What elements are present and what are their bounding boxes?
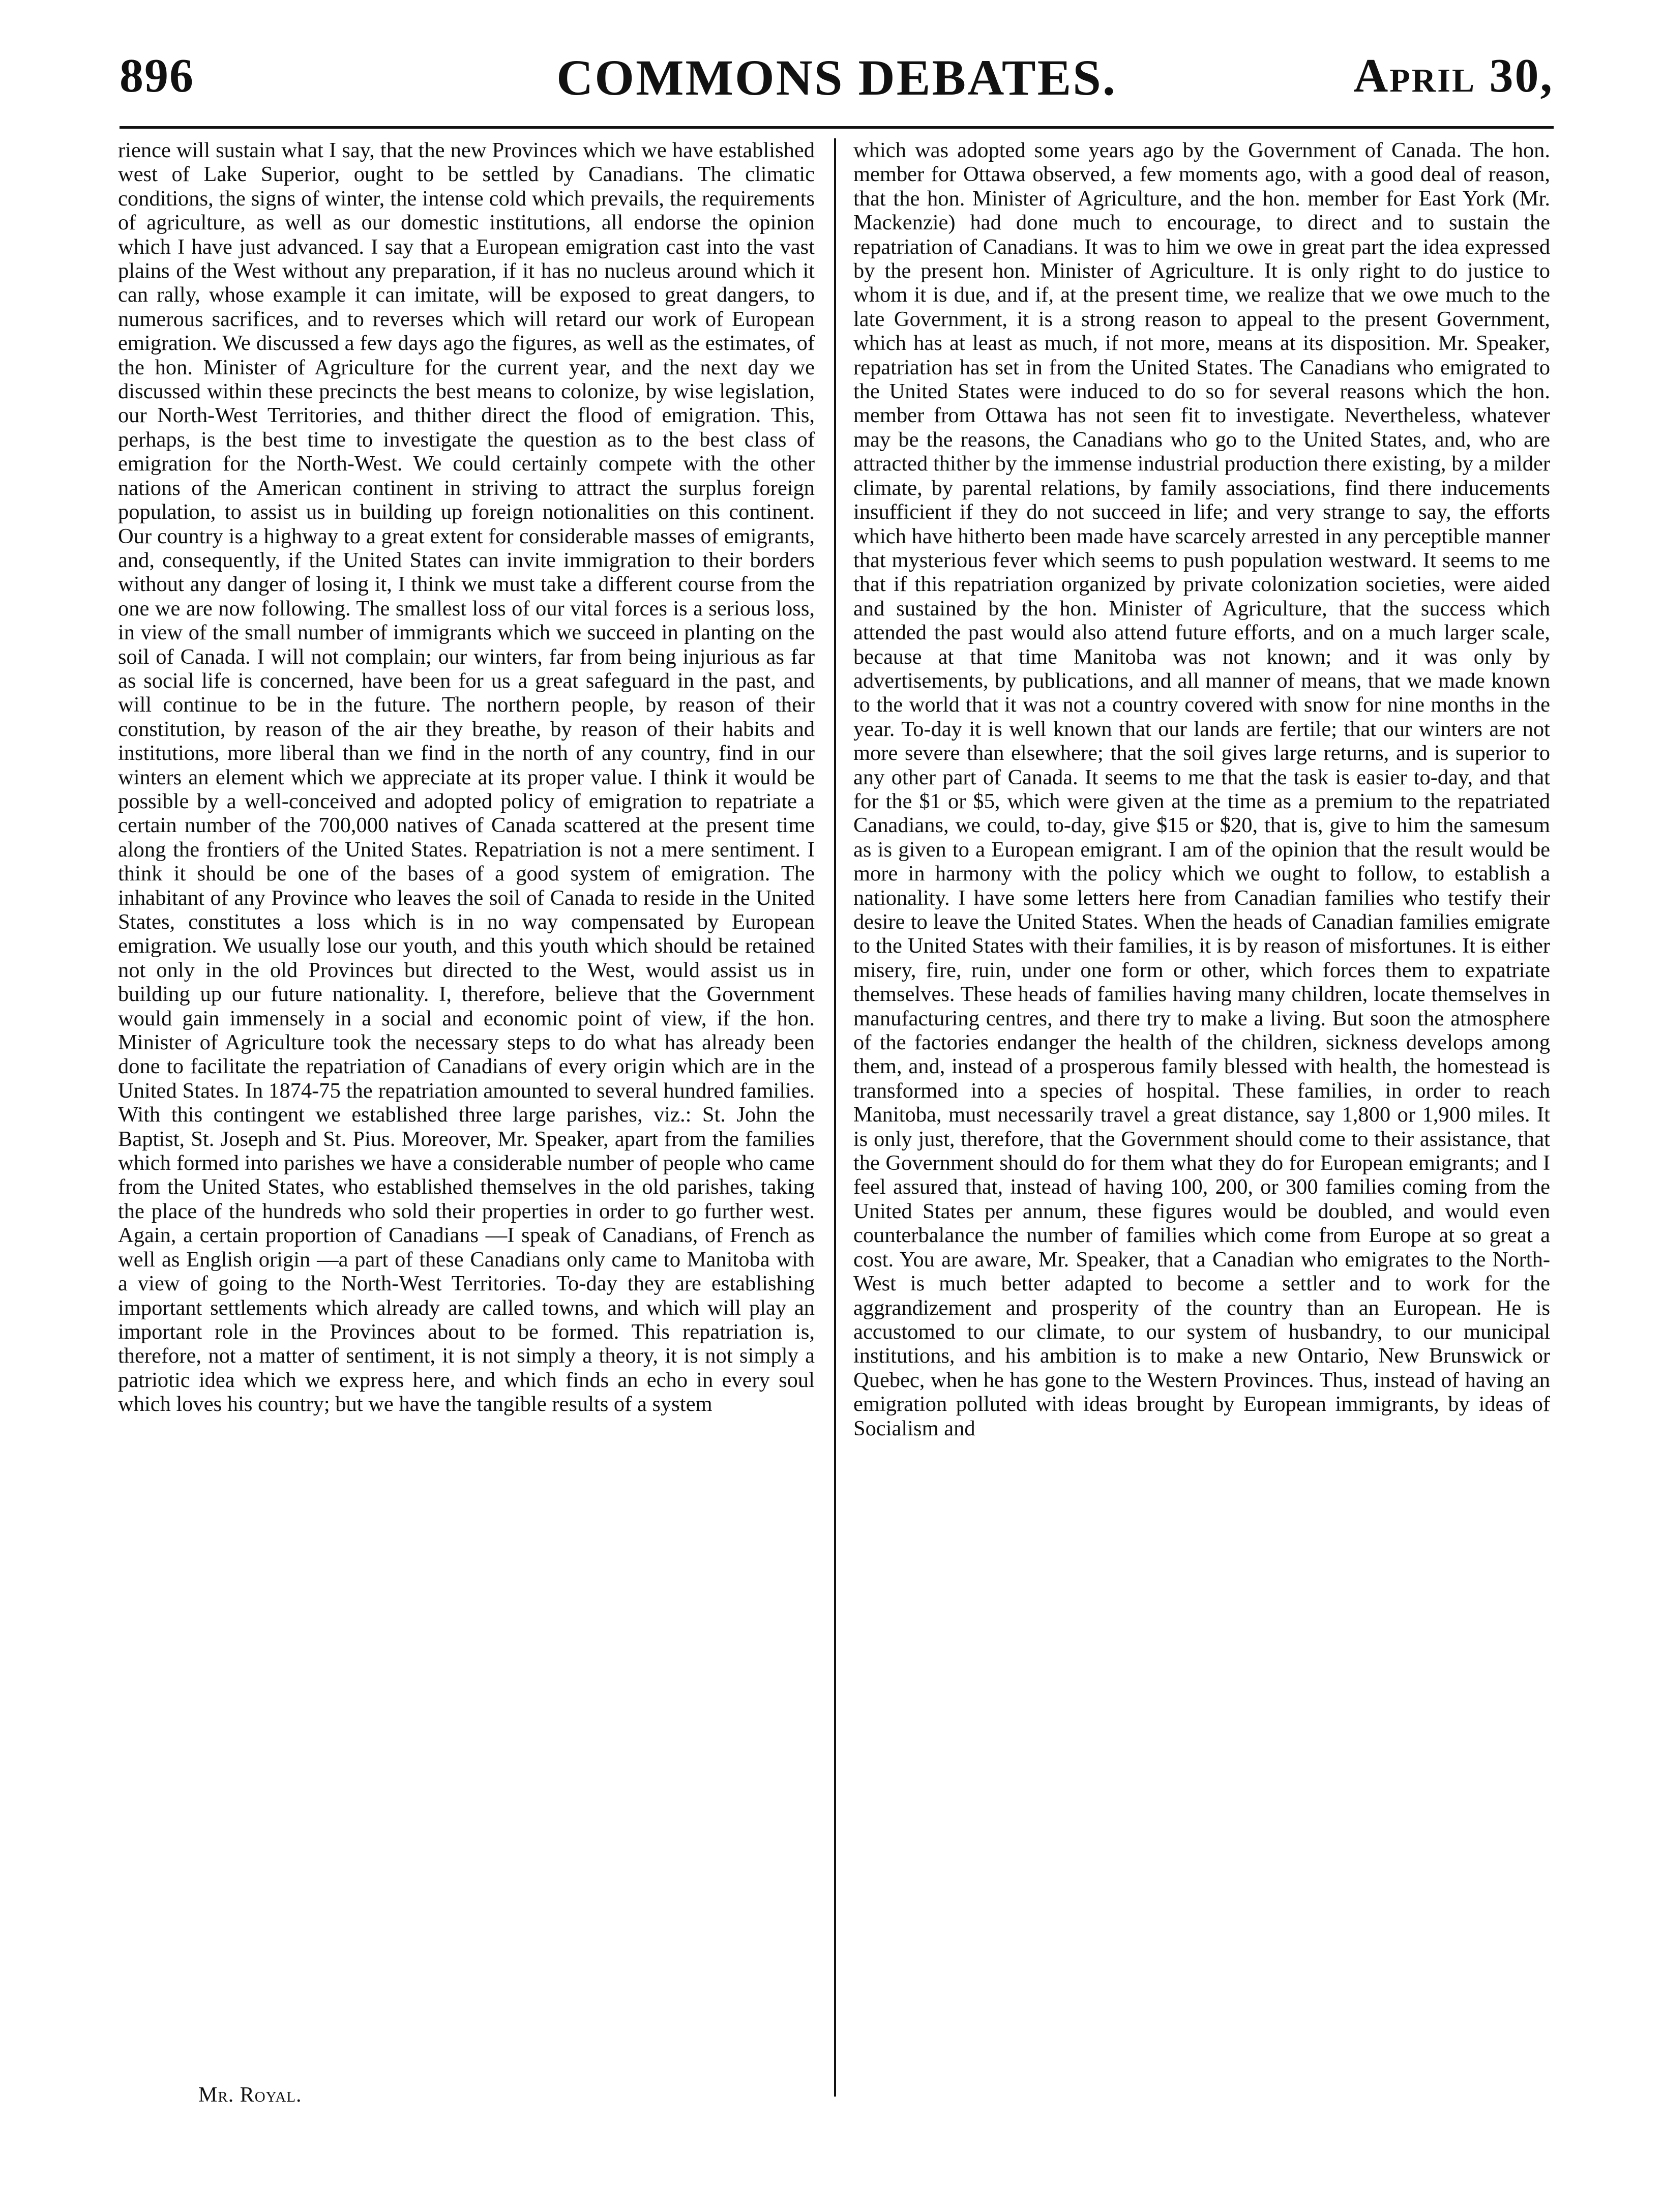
left-column bbox=[118, 138, 815, 2107]
speaker-name: Mr. Royal. bbox=[198, 2083, 302, 2107]
column-divider bbox=[834, 138, 836, 2097]
right-column-text: which was adopted some years ago by the Government of Canada. The hon. member for Ottawa observed, a few moments ago, with a good deal of reason, that the hon. Minister of Agriculture, and the hon. member for East York (Mr. Mackenzie) had done much to encourage, to direct and to sustain the repatriation of Canadians. It was to him we owe in great part the idea expressed by the present hon. Minister of Agriculture. It is only right to do justice to whom it is due, and if, at the present time, we realize that we owe much to the late Government, it is a strong reason to appeal to the present Government, which has at least as much, if not more, means at its disposition. Mr. Speaker, repatriation has set in from the United States. The Canadians who emigrated to the United States were induced to do so for several reasons which the hon. member from Ottawa has not seen fit to investigate. Nevertheless, whatever may be the reasons, the Canadians who go to the United States, and, who are attracted thither by the immense industrial production there existing, by a milder climate, by parental relations, by family associations, find there inducements insufficient if they do not succeed in life; and very strange to say, the efforts which have hitherto been made have scarcely arrested in any perceptible manner that mysterious fever which seems to push population westward. It seems to me that if this repatriation organized by private colonization societies, were aided and sustained by the hon. Minister of Agriculture, that the success which attended the past would also attend future efforts, and on a much larger scale, because at that time Manitoba was not known; and it was only by advertisements, by publications, and all manner of means, that we made known to the world that it was not a country covered with snow for nine months in the year. To-day it is well known that our lands are fertile; that our winters are not more severe than elsewhere; that the soil gives large returns, and is superior to any other part of Canada. It seems to me that the task is easier to-day, and that for the $1 or $5, which were given at the time as a premium to the repatriated Canadians, we could, to-day, give $15 or $20, that is, give to him the samesum as is given to a European emigrant. I am of the opinion that the result would be more in harmony with the policy which we ought to follow, to establish a nationality. I have some letters here from Canadian families who testify their desire to leave the United States. When the heads of Canadian families emigrate to the United States with their families, it is by reason of misfortunes. It is either misery, fire, ruin, under one form or other, which forces them to expatriate themselves. These heads of families having many children, locate themselves in manufacturing centres, and there try to make a living. But soon the atmosphere of the factories endanger the health of the children, sickness develops among them, and, instead of a prosperous family blessed with health, the homestead is transformed into a species of hospital. These families, in order to reach Manitoba, must necessarily travel a great distance, say 1,800 or 1,900 miles. It is only just, therefore, that the Government should come to their assistance, that the Government should do for them what they do for European emigrants; and I feel assured that, instead of having 100, 200, or 300 families coming from the United States per annum, these figures would be doubled, and would even counterbalance the number of families which come from Europe at so great a cost. You are aware, Mr. Speaker, that a Canadian who emigrates to the North-West is much better adapted to become a settler and to work for the aggrandizement and prosperity of the country than an European. He is accustomed to our climate, to our system of husbandry, to our municipal institutions, and his ambition is to make a new Ontario, New Brunswick or Quebec, when he has gone to the Western Provinces. Thus, instead of having an emigration polluted with ideas brought by European immigrants, by ideas of Socialism and bbox=[853, 138, 1550, 1440]
page-header bbox=[120, 48, 1554, 125]
header-rule bbox=[120, 126, 1554, 129]
header-date: April 30, bbox=[1353, 49, 1554, 102]
right-column bbox=[853, 138, 1550, 2107]
journal-title: COMMONS DEBATES. bbox=[556, 49, 1117, 106]
page-number: 896 bbox=[120, 49, 194, 102]
left-column-text: rience will sustain what I say, that the new Provinces which we have established west of Lake Superior, ought to be settled by Canadians. The climatic conditions, the signs of winter, the intense cold which prevails, the requirements of agriculture, as well as our domestic institutions, all endorse the opinion which I have just advanced. I say that a European emigration cast into the vast plains of the West without any preparation, if it has no nucleus around which it can rally, whose example it can imitate, will be exposed to great dangers, to numerous sacrifices, and to reverses which will retard our work of European emigration. We discussed a few days ago the figures, as well as the estimates, of the hon. Minister of Agriculture for the current year, and the next day we discussed within these precincts the best means to colonize, by wise legislation, our North-West Territories, and thither direct the flood of emigration. This, perhaps, is the best time to investigate the question as to the best class of emigration for the North-West. We could certainly compete with the other nations of the American continent in striving to attract the surplus foreign population, to assist us in building up foreign notionalities on this continent. Our country is a highway to a great extent for considerable masses of emigrants, and, consequently, if the United States can invite immigration to their borders without any danger of losing it, I think we must take a different course from the one we are now following. The smallest loss of our vital forces is a serious loss, in view of the small number of immigrants which we succeed in planting on the soil of Canada. I will not complain; our winters, far from being injurious as far as social life is concerned, have been for us a great safeguard in the past, and will continue to be in the future. The northern people, by reason of their constitution, by reason of the air they breathe, by reason of their habits and institutions, more liberal than we find in the north of any country, find in our winters an element which we appreciate at its proper value. I think it would be possible by a well-conceived and adopted policy of emigration to repatriate a certain number of the 700,000 natives of Canada scattered at the present time along the frontiers of the United States. Repatriation is not a mere sentiment. I think it should be one of the bases of a good system of emigration. The inhabitant of any Province who leaves the soil of Canada to reside in the United States, constitutes a loss which is in no way compensated by European emigration. We usually lose our youth, and this youth which should be retained not only in the old Provinces but directed to the West, would assist us in building up our future nationality. I, therefore, believe that the Government would gain immensely in a social and economic point of view, if the hon. Minister of Agriculture took the necessary steps to do what has already been done to facilitate the repatriation of Canadians of every origin which are in the United States. In 1874-75 the repatriation amounted to several hundred families. With this contingent we established three large parishes, viz.: St. John the Baptist, St. Joseph and St. Pius. Moreover, Mr. Speaker, apart from the families which formed into parishes we have a considerable number of people who came from the United States, who established themselves in the old parishes, taking the place of the hundreds who sold their properties in order to go further west. Again, a certain proportion of Canadians —I speak of Canadians, of French as well as English origin —a part of these Canadians only came to Manitoba with a view of going to the North-West Territories. To-day they are establishing important settlements which already are called towns, and which will play an important role in the Provinces about to be formed. This repatriation is, therefore, not a matter of sentiment, it is not simply a theory, it is not simply a patriotic idea which we express here, and which finds an echo in every soul which loves his country; but we have the tangible results of a system bbox=[118, 138, 815, 1417]
